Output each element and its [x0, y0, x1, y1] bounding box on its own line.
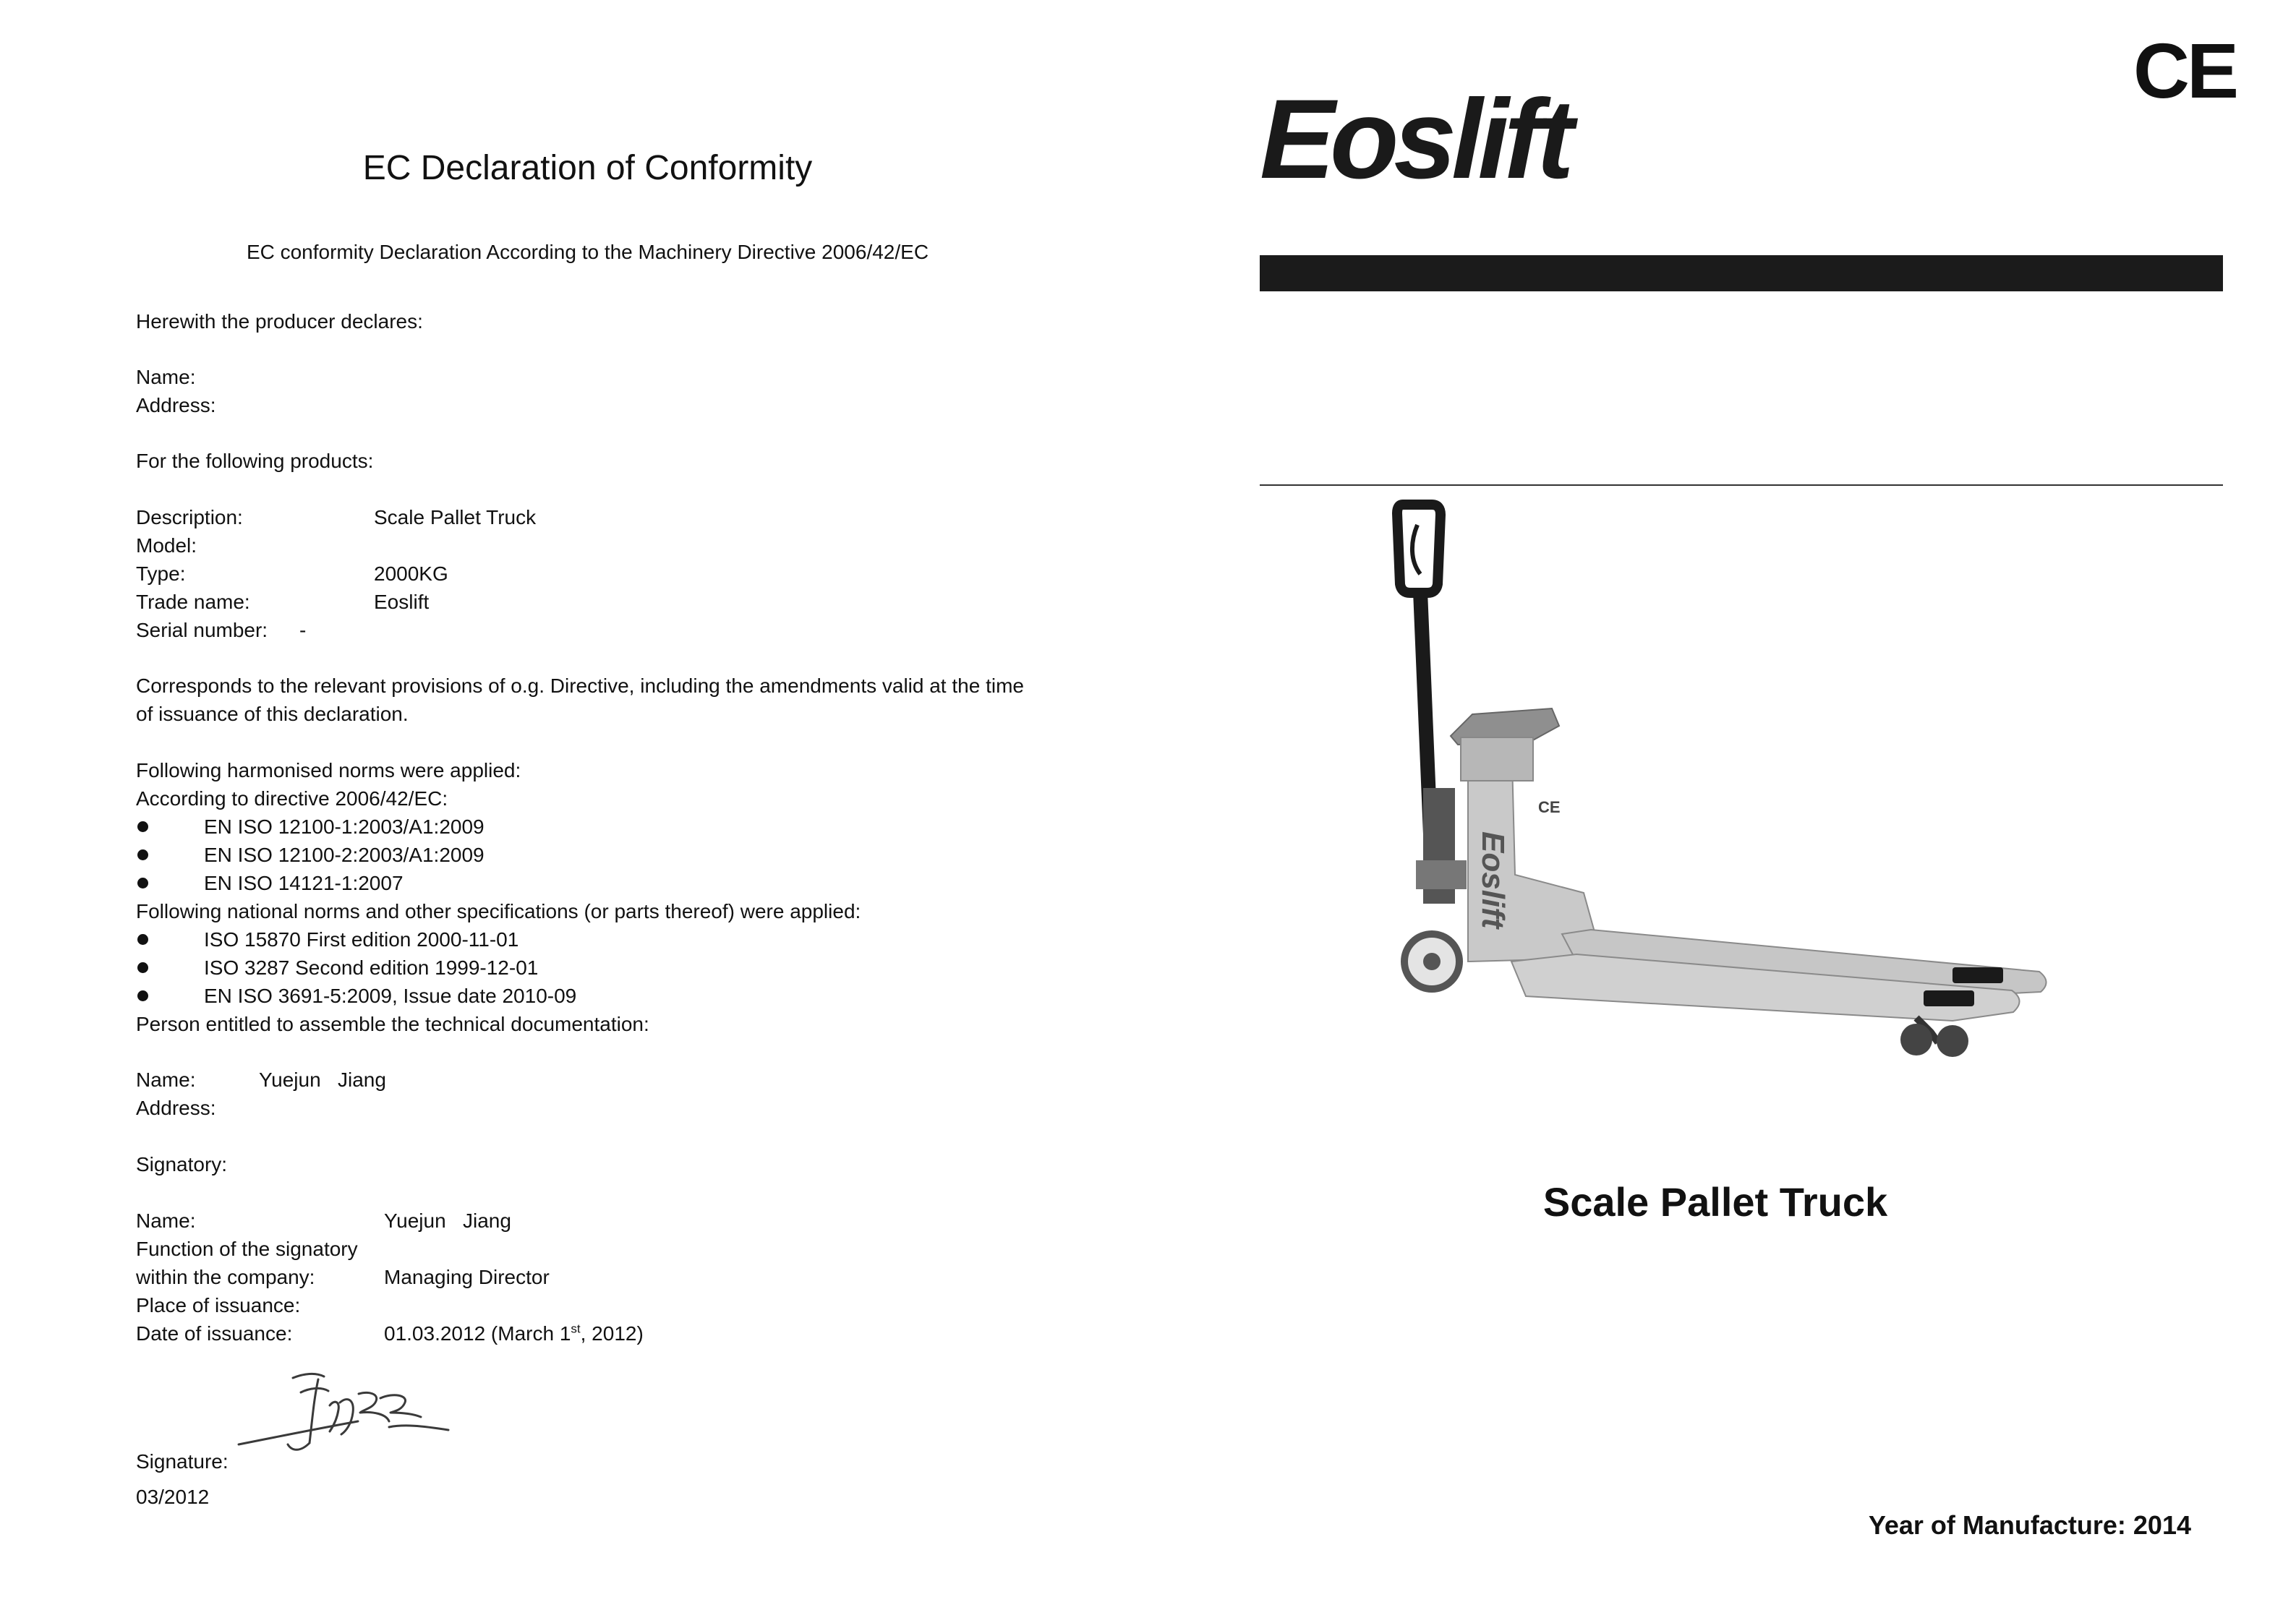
list-item: EN ISO 12100-2:2003/A1:2009: [204, 842, 485, 869]
directive-intro: According to directive 2006/42/EC:: [136, 787, 448, 810]
field-value: Managing Director: [384, 1266, 550, 1288]
ce-mark: CE: [2133, 27, 2237, 114]
field-label: Function of the signatory: [136, 1238, 358, 1260]
list-item: EN ISO 3691-5:2009, Issue date 2010-09: [204, 982, 576, 1010]
date-value-sup: st: [571, 1322, 581, 1336]
page-title: EC Declaration of Conformity: [362, 149, 813, 187]
producer-address-label: Address:: [136, 394, 216, 416]
serial-label: Serial number:: [136, 619, 268, 641]
wheel-hub-icon: [1423, 953, 1441, 970]
products-intro: For the following products:: [136, 450, 374, 472]
manufacture-year: Year of Manufacture: 2014: [1868, 1510, 2191, 1540]
producer-name-label: Name:: [136, 366, 196, 388]
handwritten-signature-icon: [231, 1359, 463, 1468]
load-roller-icon: [1937, 1025, 1968, 1057]
page-subtitle: EC conformity Declaration According to the Machinery Directive 2006/42/EC: [246, 241, 929, 263]
corresponds-text: of issuance of this declaration.: [136, 703, 409, 725]
field-value: Yuejun Jiang: [384, 1209, 511, 1232]
field-label: within the company:: [136, 1266, 315, 1288]
national-intro: Following national norms and other specifications (or parts thereof) were applied:: [136, 900, 861, 922]
handle-lever-icon: [1412, 525, 1420, 574]
field-label: Place of issuance:: [136, 1294, 301, 1316]
fork-slot-icon: [1924, 990, 1974, 1006]
pallet-truck-image: [1360, 499, 2097, 1121]
pump-linkage-icon: [1416, 860, 1467, 889]
field-label: Model:: [136, 534, 197, 557]
list-item: ISO 3287 Second edition 1999-12-01: [204, 954, 538, 982]
tech-contact-name-value: Yuejun Jiang: [259, 1069, 386, 1091]
tech-contact-name-label: Name:: [136, 1069, 196, 1091]
handle-loop-icon: [1397, 505, 1441, 593]
date-value-main: 01.03.2012 (March 1: [384, 1322, 571, 1345]
person-entitled-text: Person entitled to assemble the technical documentation:: [136, 1013, 649, 1035]
date-value: [384, 1320, 644, 1348]
tech-contact-address-label: Address:: [136, 1097, 216, 1119]
list-item: EN ISO 12100-1:2003/A1:2009: [204, 813, 485, 841]
signature-label: Signature:: [136, 1450, 229, 1473]
header-bar: [1260, 255, 2223, 291]
load-roller-icon: [1900, 1024, 1932, 1055]
signatory-label: Signatory:: [136, 1153, 228, 1176]
field-label: Trade name:: [136, 591, 250, 613]
field-value: 2000KG: [374, 562, 448, 585]
truck-ce-label: CE: [1538, 798, 1561, 816]
field-value: Scale Pallet Truck: [374, 506, 537, 528]
footer-date: 03/2012: [136, 1486, 210, 1508]
list-item: ISO 15870 First edition 2000-11-01: [204, 926, 518, 954]
truck-brand-label: Eoslift: [1475, 831, 1511, 929]
header-divider: [1260, 484, 2223, 486]
field-value: Eoslift: [374, 591, 430, 613]
field-label: Name:: [136, 1209, 196, 1232]
date-label: Date of issuance:: [136, 1322, 293, 1345]
serial-value: -: [299, 619, 307, 641]
field-label: Description:: [136, 506, 243, 528]
product-title: Scale Pallet Truck: [1542, 1179, 1888, 1225]
list-item: EN ISO 14121-1:2007: [204, 870, 404, 897]
date-value-end: , 2012): [580, 1322, 644, 1345]
harmonised-intro: Following harmonised norms were applied:: [136, 759, 521, 781]
field-label: Type:: [136, 562, 186, 585]
scale-head-icon: [1461, 737, 1533, 781]
brand-logo: Eoslift: [1260, 77, 1569, 202]
intro-text: Herewith the producer declares:: [136, 310, 423, 333]
corresponds-text: Corresponds to the relevant provisions of o.g. Directive, including the amendments valid at the time: [136, 675, 1024, 697]
fork-slot-icon: [1953, 967, 2003, 983]
